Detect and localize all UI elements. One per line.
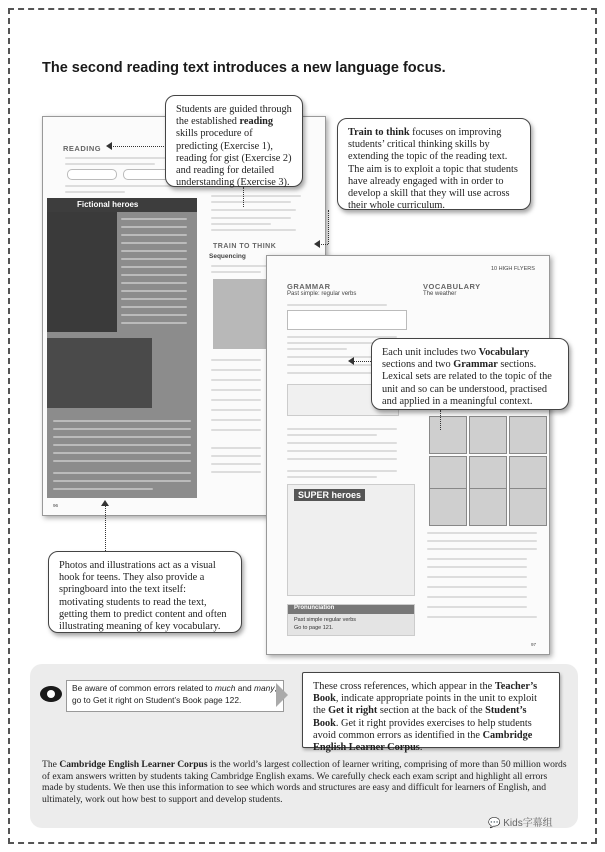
sequencing-label: Sequencing [209,253,246,260]
right-page-number: 97 [531,642,537,647]
arrow-icon [276,683,288,707]
connector-line [105,505,106,551]
verb-table [287,310,407,330]
watermark: 💬 Kids字幕组 [488,818,553,829]
pronunciation-title: Pronunciation [288,605,414,614]
connector-arrowhead [314,240,320,248]
connector-line [110,146,164,147]
weather-picture [429,416,467,454]
grammar-section-label: GRAMMAR [287,282,331,291]
callout-photos-illustrations: Photos and illustrations act as a visual hook for teens. They also provide a springboard into the text itself: motivating students to read the text, getting them to predict content and often illustrating meaning of key vocabulary. [48,551,242,633]
connector-line [328,210,329,244]
storefront-illustration [213,279,273,349]
answer-option-box [67,169,117,180]
unit-header: 10 HIGH FLYERS [491,266,535,272]
fictional-heroes-panel [47,198,197,498]
storm-character-image [47,212,117,332]
vocabulary-subtitle: The weather [423,291,457,297]
pronunciation-line-2: Go to page 121. [294,625,334,631]
connector-arrowhead [101,500,109,506]
connector-line [352,361,371,362]
page-heading: The second reading text introduces a new language focus. [42,60,446,76]
callout-guided-reading: Students are guided through the established reading skills procedure of predicting (Exercise 1), reading for gist (Exercise 2) and reading for detailed understanding (Exercise 3). [165,95,303,187]
train-to-think-label: TRAIN TO THINK [213,243,277,250]
connector-line [243,187,244,207]
super-heroes-box [287,484,415,596]
percy-jackson-image [47,338,152,408]
weather-picture [429,488,467,526]
callout-cross-references: These cross references, which appear in the Teacher’s Book, indicate appropriate points in the unit to exploit the Get it right section at the back of the Student’s Book. Get it right provides exercises to help students avoid common errors as identified in the Cambridge English Learner Corpus. [302,672,560,748]
vocabulary-section-label: VOCABULARY [423,282,481,291]
grammar-subtitle: Past simple: regular verbs [287,291,357,297]
pronunciation-box [287,604,415,636]
callout-train-to-think: Train to think focuses on improving students’ critical thinking skills by extending the topic of the reading text. The aim is to exploit a topic that students have already engaged with in order to develop a skill that they will use across their whole curriculum. [337,118,531,210]
student-book-right-page [266,255,550,655]
eye-icon [40,686,62,702]
weather-picture [509,416,547,454]
connector-arrowhead [106,142,112,150]
corpus-paragraph: The Cambridge English Learner Corpus is the world’s largest collection of learner writing, comprising of more than 50 million words of exam answers written by students taking Cambridge English exams. We carefully check each exam script and highlight all errors made by students. We then use this information to see which words and structures are easy and difficult for learners of English, and ultimately, work out how best to support and develop students. [42,759,567,805]
callout-vocabulary-grammar: Each unit includes two Vocabulary sections and two Grammar sections. Lexical sets are related to the topic of the unit and so can be understood, practised and applied in a meaningful context. [371,338,569,410]
weather-picture [469,416,507,454]
fictional-heroes-title: Fictional heroes [47,198,197,212]
tip-text: Be aware of common errors related to much and many, go to Get it right on Student’s Book page 122. [72,683,277,705]
weather-picture [509,488,547,526]
connector-line [440,410,441,430]
chat-icon: 💬 [488,818,501,829]
connector-arrowhead [348,357,354,365]
reading-section-label: READING [63,144,102,153]
super-heroes-title: SUPER heroes [294,489,365,501]
weather-picture [469,488,507,526]
left-page-number: 96 [53,503,59,508]
pronunciation-line-1: Past simple regular verbs [294,617,357,623]
